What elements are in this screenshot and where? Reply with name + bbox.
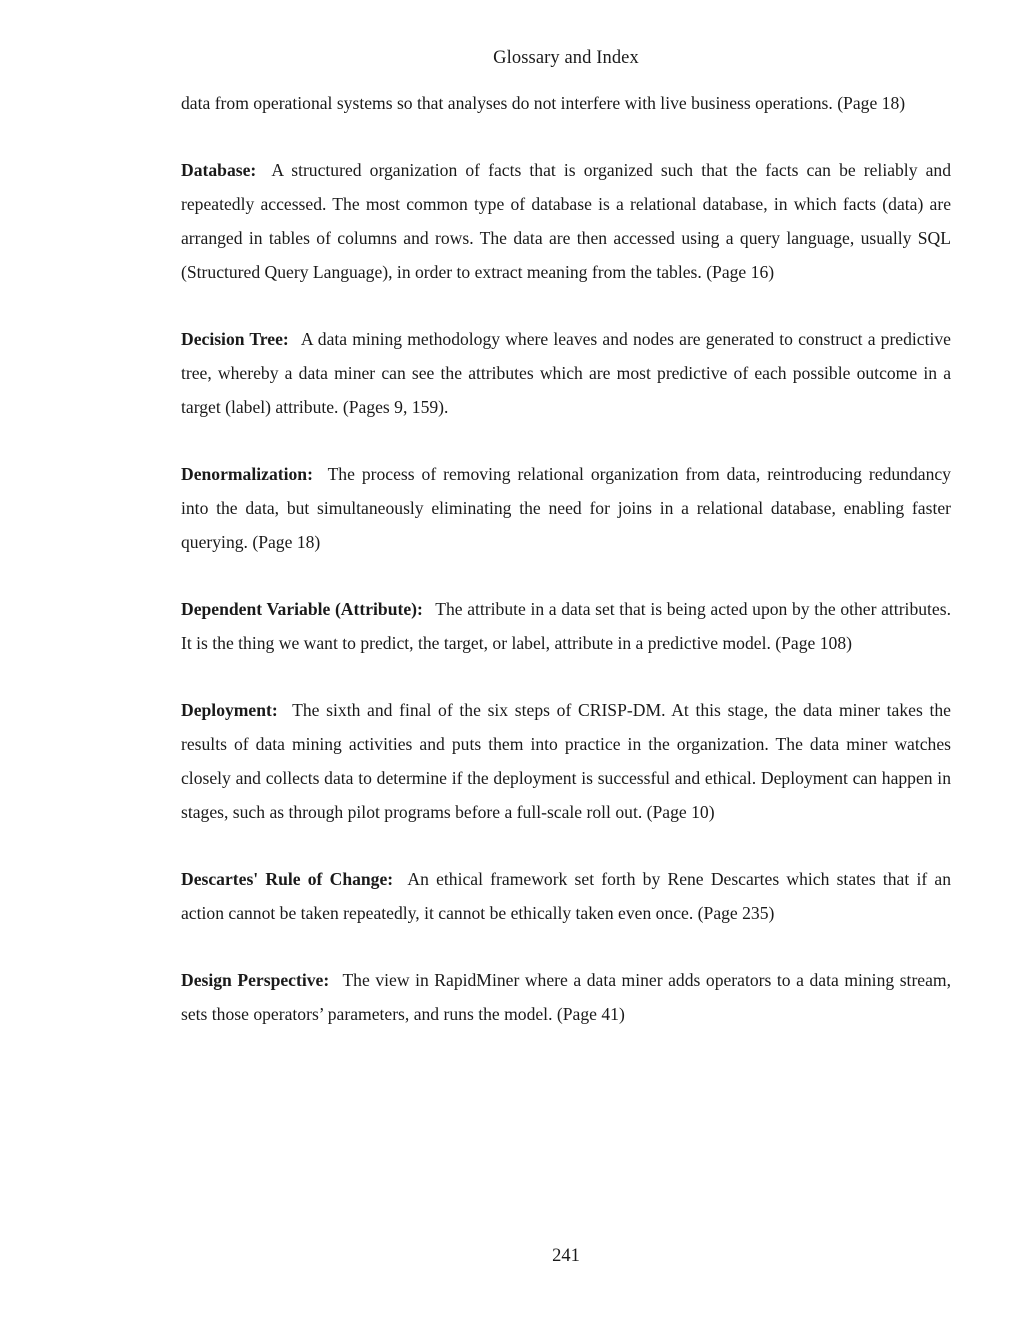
glossary-entry-continued — [181, 86, 951, 120]
entry-term: Deployment: — [181, 700, 278, 720]
entry-page-reference: (Page 16) — [706, 262, 775, 282]
entry-definition: The attribute in a data set that is being acted upon by the other attributes. It is the thing we want to predict, the target, or label, attribute in a predictive model. — [181, 599, 951, 653]
entry-term: Dependent Variable (Attribute): — [181, 599, 423, 619]
glossary-entry-deployment — [181, 693, 951, 829]
glossary-body — [181, 86, 951, 1064]
entry-definition: A structured organization of facts that is organized such that the facts can be reliably and repeatedly accessed. The most common type of database is a relational database, in which facts (data) are arranged in tables of columns and rows. The data are then accessed using a query language, usually SQL (Structured Query Language), in order to extract meaning from the tables. — [181, 160, 951, 282]
glossary-entry-design-perspective — [181, 963, 951, 1031]
entry-term: Decision Tree: — [181, 329, 289, 349]
entry-term: Denormalization: — [181, 464, 313, 484]
entry-page-reference: (Page 10) — [646, 802, 715, 822]
running-header: Glossary and Index — [493, 48, 639, 68]
entry-page-reference: (Page 18) — [252, 532, 321, 552]
entry-page-reference: (Page 41) — [556, 1004, 625, 1024]
entry-definition: The view in RapidMiner where a data miner adds operators to a data mining stream, sets those operators’ parameters, and runs the model. — [181, 970, 951, 1024]
glossary-entry-decision-tree — [181, 322, 951, 424]
entry-page-reference: (Page 18) — [837, 93, 906, 113]
page-number: 241 — [552, 1246, 580, 1266]
glossary-entry-descartes-rule — [181, 862, 951, 930]
entry-definition: data from operational systems so that analyses do not interfere with live business operations. — [181, 93, 833, 113]
glossary-entry-dependent-variable — [181, 592, 951, 660]
entry-page-reference: (Page 108) — [775, 633, 852, 653]
glossary-entry-database — [181, 153, 951, 289]
entry-definition: A data mining methodology where leaves and nodes are generated to construct a predictive tree, whereby a data miner can see the attributes which are most predictive of each possible outcome in a target (label) attribute. — [181, 329, 951, 417]
entry-definition: An ethical framework set forth by Rene Descartes which states that if an action cannot be taken repeatedly, it cannot be ethically taken even once. — [181, 869, 951, 923]
glossary-entry-denormalization — [181, 457, 951, 559]
entry-term: Descartes' Rule of Change: — [181, 869, 394, 889]
entry-page-reference: (Pages 9, 159). — [342, 397, 449, 417]
entry-definition: The sixth and final of the six steps of CRISP-DM. At this stage, the data miner takes the results of data mining activities and puts them into practice in the organization. The data miner watches closely and collects data to determine if the deployment is successful and ethical. Deployment can happen in stages, such as through pilot programs before a full-scale roll out. — [181, 700, 951, 822]
entry-term: Design Perspective: — [181, 970, 330, 990]
entry-term: Database: — [181, 160, 257, 180]
entry-page-reference: (Page 235) — [697, 903, 775, 923]
entry-definition: The process of removing relational organization from data, reintroducing redundancy into the data, but simultaneously eliminating the need for joins in a relational database, enabling faster querying. — [181, 464, 951, 552]
